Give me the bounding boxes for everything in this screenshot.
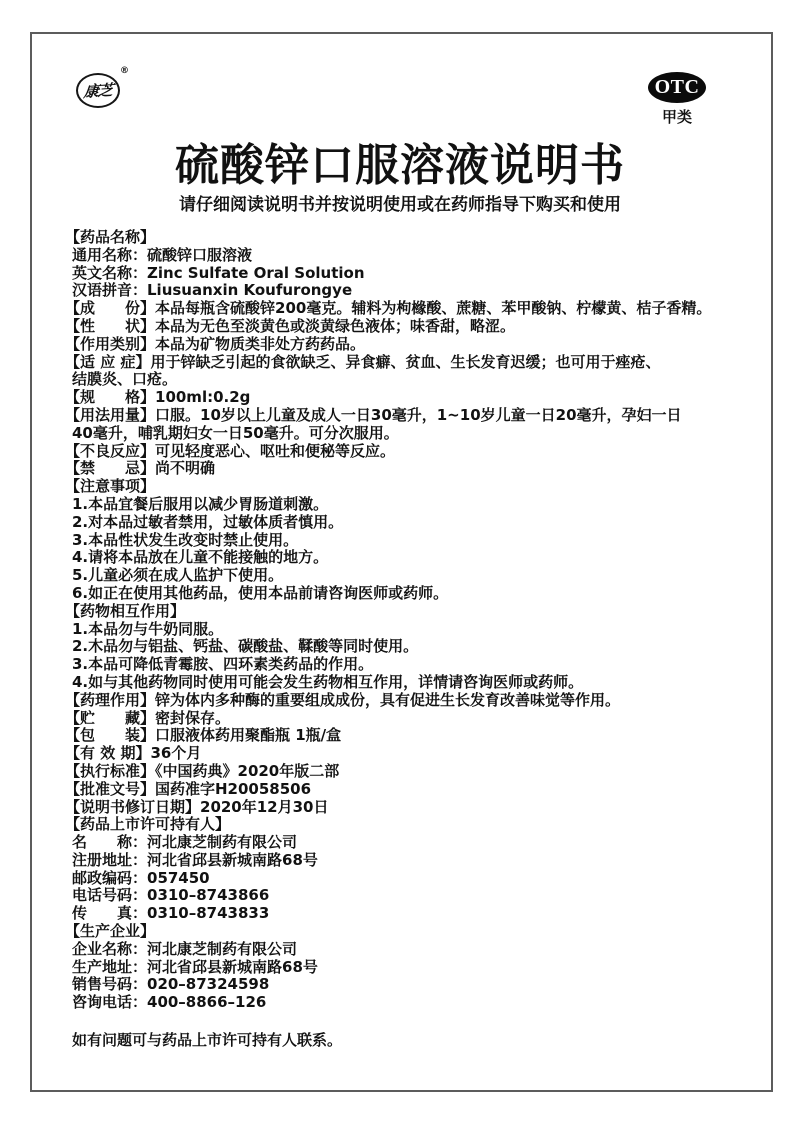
text-line: 生产地址：河北省邱县新城南路68号 [72,957,318,976]
text-line: 1.本品宜餐后服用以减少胃肠道刺激。 [72,494,329,513]
body-lines [65,229,745,1012]
text-line: 【包 装】口服液体药用聚酯瓶 1瓶/盒 [65,726,342,745]
brand-logo-text: 康芝 [82,81,114,101]
text-line: 【适 应 症】用于锌缺乏引起的食欲缺乏、异食癖、贫血、生长发育迟缓；也可用于痤疮、 [65,352,661,371]
text-line: 【药物相互作用】 [65,601,186,620]
text-line: 40毫升，哺乳期妇女一日50毫升。可分次服用。 [72,423,399,442]
text-line: 【不良反应】可见轻度恶心、呕吐和便秘等反应。 [65,441,396,460]
text-line: 【成 份】本品每瓶含硫酸锌200毫克。辅料为枸橼酸、蔗糖、苯甲酸钠、柠檬黄、桔子香精。 [65,299,712,318]
text-line: 名 称：河北康芝制药有限公司 [72,833,298,852]
contact-note: 如有问题可与药品上市许可持有人联系。 [72,1031,343,1050]
text-line: 4.如与其他药物同时使用可能会发生药物相互作用，详情请咨询医师或药师。 [72,672,584,691]
text-line: 电话号码：0310–8743866 [72,886,270,905]
document-subtitle: 请仔细阅读说明书并按说明使用或在药师指导下购买和使用 [179,195,621,215]
text-line: 【禁 忌】尚不明确 [65,459,216,478]
text-line: 企业名称：河北康芝制药有限公司 [72,939,298,958]
otc-badge: OTC [648,72,706,103]
text-line: 【执行标准】《中国药典》2020年版二部 [65,761,340,780]
text-line: 销售号码：020–87324598 [72,975,270,994]
text-line: 【有 效 期】36个月 [65,744,202,763]
text-line: 【药品上市许可持有人】 [65,815,231,834]
text-line: 咨询电话：400–8866–126 [72,993,267,1012]
text-line: 2.对本品过敏者禁用，过敏体质者慎用。 [72,512,344,531]
text-line: 6.如正在使用其他药品，使用本品前请咨询医师或药师。 [72,583,449,602]
text-line: 2.木品勿与铝盐、钙盐、碳酸盐、鞣酸等同时使用。 [72,637,419,656]
text-line: 【性 状】本品为无色至淡黄色或淡黄绿色液体；味香甜，略涩。 [65,316,516,335]
text-line: 【注意事项】 [65,477,156,496]
registered-trademark-icon: ® [120,66,129,76]
text-line: 1.本品勿与牛奶同服。 [72,619,224,638]
text-line: 通用名称：硫酸锌口服溶液 [72,245,253,264]
text-line: 4.请将本品放在儿童不能接触的地方。 [72,548,329,567]
text-line: 【批准文号】国药准字H20058506 [65,779,312,798]
text-line: 【作用类别】本品为矿物质类非处方药药品。 [65,334,366,353]
text-line: 【药品名称】 [65,228,156,246]
text-line: 【生产企业】 [65,922,156,941]
text-line: 【贮 藏】密封保存。 [65,708,231,727]
text-line: 结膜炎、口疮。 [72,370,178,389]
text-line: 【用法用量】口服。10岁以上儿童及成人一日30毫升，1~10岁儿童一日20毫升，孕妇一日 [65,405,682,424]
text-line: 英文名称：Zinc Sulfate Oral Solution [72,263,365,282]
text-line: 3.本品可降低青霉胺、四环素类药品的作用。 [72,655,374,674]
document-title: 硫酸锌口服溶液说明书 [175,140,625,191]
otc-category-label: 甲类 [661,108,692,126]
text-line: 邮政编码：057450 [72,868,210,887]
otc-badge-group [648,72,706,127]
text-line: 【规 格】100ml:0.2g [65,388,251,407]
brand-logo-oval [76,73,120,108]
text-line: 汉语拼音：Liusuanxin Koufurongye [72,281,353,300]
brand-logo [76,66,129,108]
leaflet-body [65,229,745,1050]
text-line: 【药理作用】锌为体内多种酶的重要组成成份，具有促进生长发育改善味觉等作用。 [65,690,621,709]
text-line: 传 真：0310–8743833 [72,904,270,923]
text-line: 5.儿童必须在成人监护下使用。 [72,566,284,585]
text-line: 注册地址：河北省邱县新城南路68号 [72,850,318,869]
text-line: 【说明书修订日期】2020年12月30日 [65,797,329,816]
text-line: 3.本品性状发生改变时禁止使用。 [72,530,299,549]
